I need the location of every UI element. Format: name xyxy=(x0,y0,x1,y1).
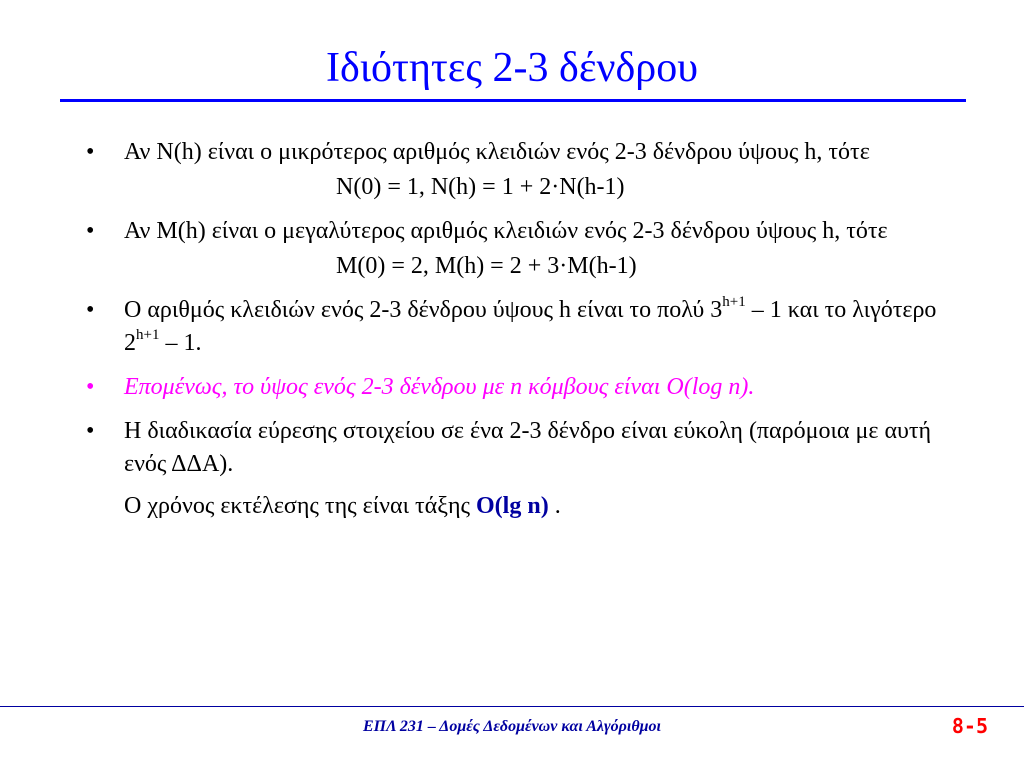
page-number: 8-5 xyxy=(951,714,988,738)
bullet-dot-icon: • xyxy=(86,139,95,165)
bullet-min-keys xyxy=(80,136,960,204)
bullet-text: Επομένως, το ύψος ενός 2-3 δένδρου με n κόμβους είναι O(log n). xyxy=(124,374,755,400)
slide-title: Ιδιότητες 2-3 δένδρου xyxy=(325,45,698,91)
bounds-prefix: Ο αριθμός κλειδιών ενός 2-3 δένδρου ύψους h είναι το πολύ 3 xyxy=(124,297,723,323)
complexity-value: O(lg n) xyxy=(476,493,549,519)
footer-course-title: ΕΠΛ 231 – Δομές Δεδομένων και Αλγόριθμοι xyxy=(362,718,661,735)
complexity-prefix: Ο χρόνος εκτέλεσης της είναι τάξης xyxy=(124,493,477,519)
superscript-lower: h+1 xyxy=(136,327,160,343)
footer-divider xyxy=(0,706,1024,707)
bounds-suffix: – 1. xyxy=(159,330,202,356)
bullet-dot-icon: • xyxy=(86,418,95,444)
bullet-key-bounds xyxy=(80,294,960,360)
bullet-search xyxy=(80,415,960,523)
bullet-text: Αν Μ(h) είναι ο μεγαλύτερος αριθμός κλειδιών ενός 2-3 δένδρου ύψους h, τότε xyxy=(124,218,888,244)
bullet-dot-icon: • xyxy=(86,297,95,323)
bullet-text: Αν Ν(h) είναι ο μικρότερος αριθμός κλειδιών ενός 2-3 δένδρου ύψους h, τότε xyxy=(124,139,870,165)
formula-min-keys: Ν(0) = 1, Ν(h) = 1 + 2·Ν(h-1) xyxy=(336,174,625,200)
title-underline xyxy=(60,99,966,102)
bounds-middle: – 1 και το λιγότερο 2 xyxy=(124,297,937,356)
search-complexity-line xyxy=(124,490,960,523)
complexity-suffix: . xyxy=(548,493,561,519)
formula-max-keys: Μ(0) = 2, Μ(h) = 2 + 3·Μ(h-1) xyxy=(336,253,637,279)
slide-content xyxy=(80,136,960,534)
bullet-max-keys xyxy=(80,215,960,283)
bullet-dot-icon: • xyxy=(86,218,95,244)
superscript-upper: h+1 xyxy=(722,294,746,310)
bullet-text: Η διαδικασία εύρεσης στοιχείου σε ένα 2-3 δένδρο είναι εύκολη (παρόμοια με αυτή ενός ΔΔΑ). xyxy=(124,418,932,477)
bullet-height-conclusion xyxy=(80,371,960,404)
bullet-dot-icon: • xyxy=(86,374,95,400)
bullet-text xyxy=(124,294,960,360)
